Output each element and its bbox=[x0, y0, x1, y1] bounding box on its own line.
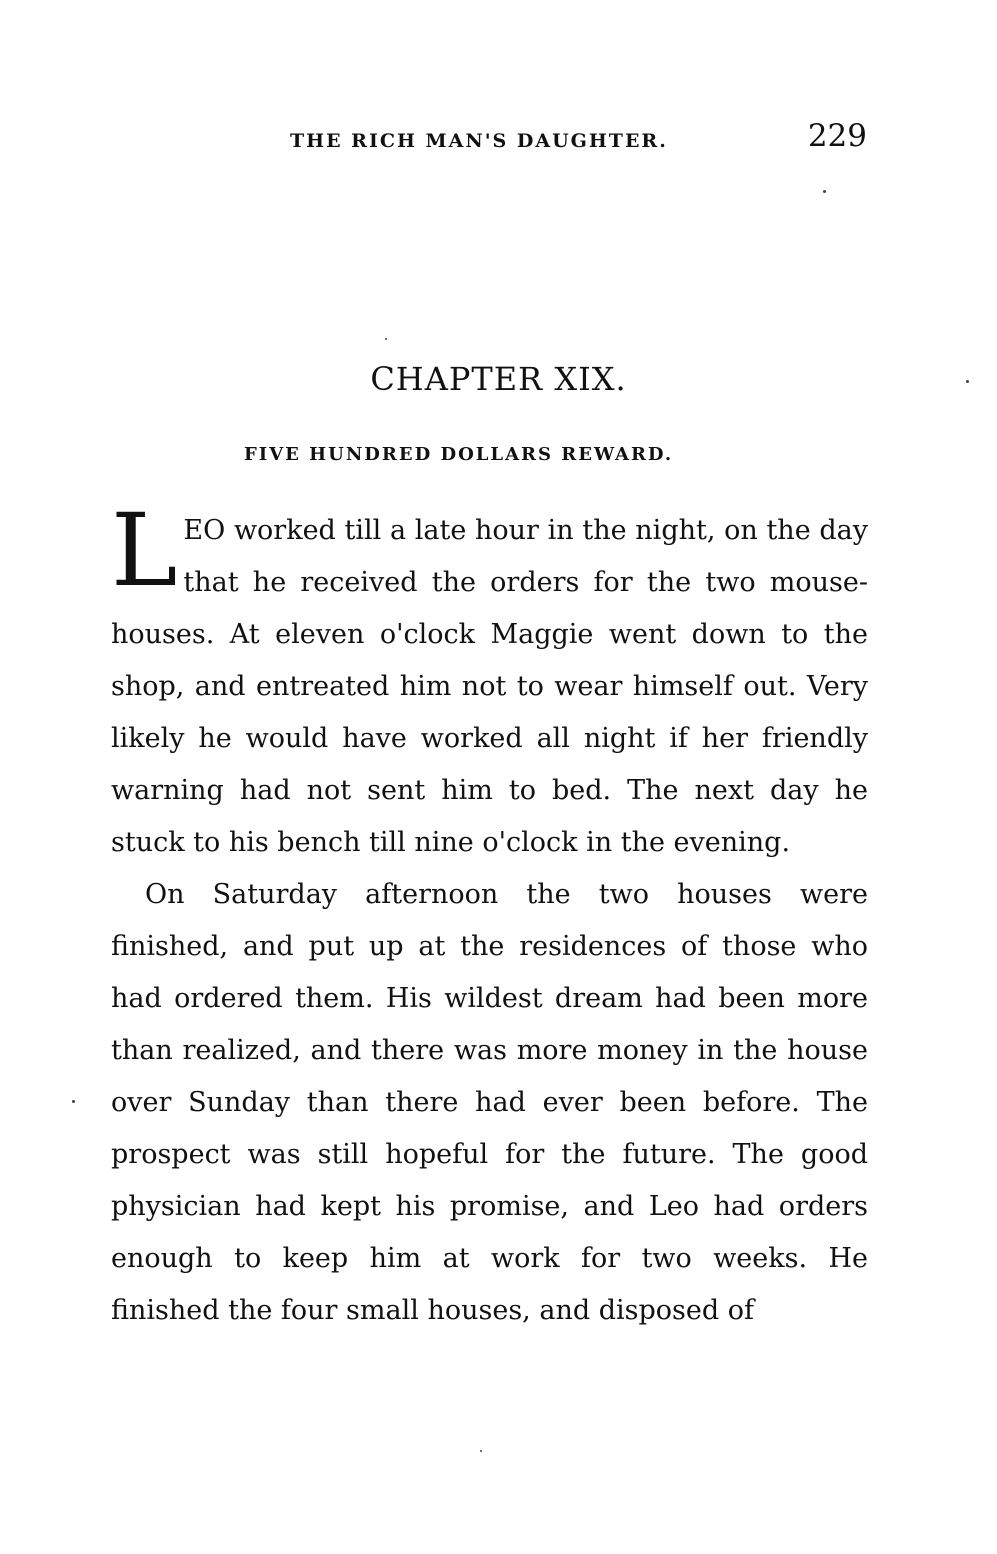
body-text bbox=[111, 492, 868, 1337]
chapter-title: CHAPTER XIX. bbox=[370, 360, 627, 398]
running-head: THE RICH MAN'S DAUGHTER. bbox=[290, 130, 668, 152]
print-speck bbox=[823, 190, 826, 193]
paragraph-2: On Saturday afternoon the two houses were finished, and put up at the residences of those who had ordered them. His wildest dream had been more than realized, and there was more money in the house over Sunday than there had ever been before. The prospect was still hopeful for the future. The good physician had kept his promise, and Leo had orders enough to keep him at work for two weeks. He finished the four small houses, and disposed of bbox=[111, 879, 868, 1326]
chapter-subtitle: FIVE HUNDRED DOLLARS REWARD. bbox=[244, 444, 674, 465]
drop-cap: L bbox=[111, 492, 178, 609]
page-number: 229 bbox=[807, 118, 867, 154]
paragraph-1-text: EO worked till a late hour in the night, on the day that he received the orders for the two mouse-houses. At eleven o'clock Maggie went down to the shop, and entreated him not to wear himself out. Very likely he would have worked all night if her friendly warning had not sent him to bed. The next day he stuck to his bench till nine o'clock in the evening. bbox=[111, 515, 868, 858]
print-speck bbox=[480, 1450, 482, 1452]
paragraph-1 bbox=[111, 492, 868, 869]
print-speck bbox=[72, 1100, 75, 1103]
print-speck bbox=[385, 338, 387, 340]
print-speck bbox=[966, 380, 969, 383]
